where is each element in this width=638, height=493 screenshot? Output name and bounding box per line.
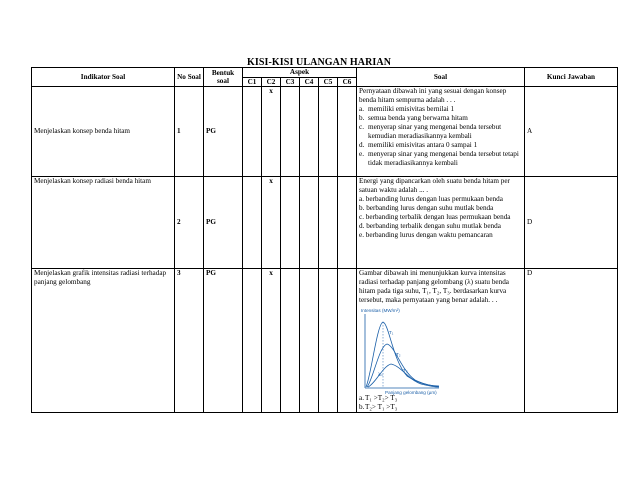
curve-label-t1: T₁ — [389, 330, 394, 336]
graph-y-label: Intensitas (MW/m²) — [361, 308, 400, 314]
option-item — [359, 114, 522, 123]
option-item — [359, 141, 522, 150]
no-soal-cell: 3 — [175, 269, 204, 413]
option-text: d. berbanding terbalik dengan suhu mutlak benda — [359, 222, 501, 231]
question-text: Energi yang dipancarkan oleh suatu benda hitam per satuan waktu adalah ... . — [359, 177, 510, 195]
table-row — [32, 87, 618, 177]
option-key: a. — [359, 105, 364, 114]
option-key: c. — [359, 123, 364, 132]
option-item — [359, 123, 522, 141]
aspek-c1-cell — [243, 269, 262, 413]
option-key: d. — [359, 141, 365, 150]
aspek-c6-cell — [338, 87, 357, 177]
kunci-jawaban-cell: D — [525, 177, 618, 269]
indikator-cell: Menjelaskan grafik intensitas radiasi terhadap panjang gelombang — [32, 269, 175, 413]
aspek-c4-cell — [300, 269, 319, 413]
aspek-c6-cell — [338, 177, 357, 269]
header-c3: C3 — [281, 77, 300, 87]
intensity-graph-svg — [359, 306, 479, 394]
table-row — [32, 269, 618, 413]
option-key: b. — [359, 403, 365, 412]
bentuk-soal-cell: PG — [204, 269, 243, 413]
option-item — [359, 105, 522, 114]
header-kunci-jawaban: Kunci Jawaban — [525, 68, 618, 87]
aspek-c5-cell — [319, 87, 338, 177]
header-c5: C5 — [319, 77, 338, 87]
option-item — [359, 150, 522, 168]
peak-label: λₘ — [378, 372, 384, 378]
option-text: a. berbanding lurus dengan luas permukaan benda — [359, 195, 503, 204]
bentuk-soal-cell: PG — [204, 177, 243, 269]
header-c4: C4 — [300, 77, 319, 87]
soal-cell — [357, 87, 525, 177]
no-soal-cell: 1 — [175, 87, 204, 177]
aspek-c3-cell — [281, 177, 300, 269]
curve-t1 — [366, 322, 439, 387]
aspek-c4-cell — [300, 177, 319, 269]
option-key: a. — [359, 394, 364, 403]
kisi-kisi-table — [31, 67, 618, 413]
question-text: Gambar dibawah ini menunjukkan kurva intensitas radiasi terhadap panjang gelombang (λ) suatu benda hitam pada tiga suhu, T₁, T₂, T₃. berdasarkan kurva tersebut, maka pernyataan yang benar adalah. . . — [359, 269, 509, 305]
intensity-graph — [359, 306, 479, 394]
header-c6: C6 — [338, 77, 357, 87]
indikator-cell: Menjelaskan konsep benda hitam — [32, 87, 175, 177]
aspek-c5-cell — [319, 177, 338, 269]
option-list — [359, 394, 522, 412]
question-text: Pernyataan dibawah ini yang sesuai dengan konsep benda hitam sempurna adalah . . . — [359, 87, 507, 105]
header-no-soal: No Soal — [175, 68, 204, 87]
header-indikator: Indikator Soal — [32, 68, 175, 87]
option-text: T₁ >T₂> T₃ — [365, 394, 398, 403]
header-soal: Soal — [357, 68, 525, 87]
bentuk-soal-cell: PG — [204, 87, 243, 177]
aspek-c1-cell — [243, 177, 262, 269]
aspek-c1-cell — [243, 87, 262, 177]
aspek-c3-cell — [281, 269, 300, 413]
option-text: menyerap sinar yang mengenai benda tersebut kemudian meradiasikannya kembali — [368, 123, 502, 141]
option-key: b. — [359, 114, 365, 123]
aspek-c5-cell — [319, 269, 338, 413]
option-item — [359, 394, 522, 403]
aspek-c2-cell: x — [262, 87, 281, 177]
header-c2: C2 — [262, 77, 281, 87]
header-aspek: Aspek — [243, 68, 357, 78]
kunci-jawaban-cell: A — [525, 87, 618, 177]
option-text: c. berbanding terbalik dengan luas permukaan benda — [359, 213, 511, 222]
option-list — [359, 105, 522, 168]
option-text: memiliki emisivitas antara 0 sampai 1 — [368, 141, 478, 150]
aspek-c2-cell: x — [262, 177, 281, 269]
graph-x-label: Panjang gelombang (µm) — [385, 390, 437, 396]
no-soal-cell: 2 — [175, 177, 204, 269]
option-text: T₂> T₁ >T₃ — [365, 403, 398, 412]
option-text: menyerap sinar yang mengenai benda tersebut tetapi tidak meradiasikannya kembali — [368, 150, 519, 168]
option-text: memiliki emisivitas bernilai 1 — [368, 105, 455, 114]
header-row-1 — [32, 68, 618, 78]
option-key: e. — [359, 150, 364, 159]
header-c1: C1 — [243, 77, 262, 87]
soal-cell — [357, 177, 525, 269]
kunci-jawaban-cell: D — [525, 269, 618, 413]
curve-label-t3: T₃ — [403, 368, 408, 374]
aspek-c4-cell — [300, 87, 319, 177]
curve-label-t2: T₂ — [396, 352, 401, 358]
aspek-c6-cell — [338, 269, 357, 413]
soal-cell — [357, 269, 525, 413]
option-text: e. berbanding lurus dengan waktu pemancaran — [359, 231, 493, 240]
header-bentuk-soal: Bentuk soal — [204, 68, 243, 87]
aspek-c2-cell: x — [262, 269, 281, 413]
table-row — [32, 177, 618, 269]
aspek-c3-cell — [281, 87, 300, 177]
option-item — [359, 403, 522, 412]
document-title: KISI-KISI ULANGAN HARIAN — [246, 57, 392, 68]
option-text: semua benda yang berwarna hitam — [368, 114, 468, 123]
option-text: b. berbanding lurus dengan suhu mutlak benda — [359, 204, 494, 213]
indikator-cell: Menjelaskan konsep radiasi benda hitam — [32, 177, 175, 269]
